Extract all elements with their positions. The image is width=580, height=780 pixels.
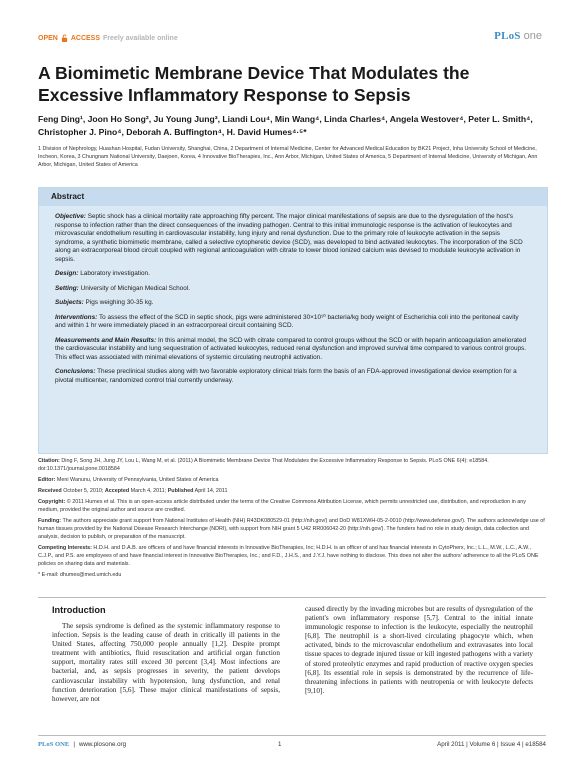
open-access-badge[interactable]	[38, 34, 178, 42]
abstract-heading: Abstract	[51, 192, 85, 201]
one-wordmark: one	[523, 30, 542, 42]
dates: Received October 5, 2010; Accepted March 4, 2011; Published April 14, 2011	[38, 488, 228, 494]
article-title: A Biomimetic Membrane Device That Modulates the Excessive Inflammatory Response to Sepsis	[38, 63, 470, 105]
intro-column-left	[52, 622, 280, 704]
abstract-objective: Objective: Septic shock has a clinical mortality rate approaching fifty percent. The major clinical manifestations of sepsis are due to the dysregulation of the host's response to infection rather than the direct consequences of the invading pathogen. Central to this initial immunologic response is the activation of leukocytes and microvascular endothelium resulting in cardiovascular instability, lung injury and renal dysfunction. Due to the primary role of leukocyte activation in the sepsis syndrome, a synthetic biomimetic membrane, called a selective cytopheretic device (SCD), was developed to bind activated leukocytes. The incorporation of the SCD along an extracorporeal blood circuit coupled with regional anticoagulation with citrate to lower blood ionized calcium was devised to modulate leukocyte activation in sepsis.	[55, 213, 523, 263]
footer-journal	[38, 741, 126, 748]
footer-journal-name: PLoS ONE	[38, 741, 70, 748]
abstract-conclusions: Conclusions: These preclinical studies along with two favorable exploratory clinical trials form the basis of an FDA-approved investigational device exemption for a pivotal multicenter, randomized control trial currently underway.	[55, 368, 517, 384]
competing-interests: Competing Interests: H.D.H. and D.A.B. are officers of and have financial interests in Innovative BioTherapies, Inc; H.D.H. is an officer of and has financial interests in CytoPherx, Inc.; L.L., M.W., L.C., A.W., C.J.P., and P.S. are employees of and have financial interest in Innovative BioTherapies, Inc.; and F.D., J.H.S., and J.Y.J. have nothing to disclose. This does not alter the authors' adherence to all the PLoS ONE policies on sharing data and materials.	[38, 545, 539, 567]
footer-divider	[38, 735, 546, 736]
funding: Funding: The authors appreciate grant support from National Institutes of Health (NIH) R43DK080529-01 (http://nih.gov/) and DoD W81XWH-05-2-0010 (http://www.defense.gov/). The authors acknowledge use of human tissues provided by the National Disease Research Interchange (NDRI), with support from NIH grant 5 U42 RR006042-20 (http://nih.gov/). The funders had no role in study design, data collection and analysis, decision to publish, or preparation of the manuscript.	[38, 518, 545, 540]
open-label: OPEN	[38, 34, 58, 42]
issue-info: April 2011 | Volume 6 | Issue 4 | e18584	[437, 741, 546, 748]
abstract-box	[38, 187, 548, 454]
abstract-body	[55, 213, 531, 391]
abstract-measurements: Measurements and Main Results: In this animal model, the SCD with citrate compared to control groups without the SCD or with heparin anticoagulation ameliorated the cardiovascular instability and lung sequestration of activated leukocytes, reduced renal dysfunction and improved survival time compared to various control groups. This effect was associated with minimal elevations of systemic circulating neutrophil activation.	[55, 336, 527, 361]
editor: Editor: Meni Wanunu, University of Pennsylvania, United States of America	[38, 477, 219, 483]
journal-header	[38, 30, 542, 50]
intro-paragraph-right: caused directly by the invading microbes but are results of dysregulation of the patient's own inflammatory response [5,7]. Central to the initial innate immunologic response to infection is the leukocyte, especially the neutrophil [6,8]. The neutrophil is a short-lived circulating phagocyte which, when activated, binds to the microvascular endothelium and extravasates into local tissue spaces to degrade injured tissue or kill ingested pathogens with a variety of stored proteolytic enzymes and rapid production of reactive oxygen species [6,8]. Its essential role in sepsis is demonstrated by the recurrence of life-threatening infections in patients with neutropenia or with leukocyte defects [9,10].	[305, 605, 533, 695]
abstract-header-bar	[39, 188, 547, 206]
abstract-design: Design: Laboratory investigation.	[55, 270, 150, 277]
copyright: Copyright: © 2011 Humes et al. This is an open-access article distributed under the terms of the Creative Commons Attribution License, which permits unrestricted use, distribution, and reproduction in any medium, provided the original author and source are credited.	[38, 499, 526, 513]
freely-available-label: Freely available online	[103, 34, 178, 42]
affiliations: 1 Division of Nephrology, Huashan Hospital, Fudan University, Shanghai, China, 2 Department of Internal Medicine, Center for Advanced Medical Education by BK21 Project, Inha University School of Medicine, Incheon, Korea, 3 Chungnam National University, Daejoen, Korea, 4 Innovative BioTherapies, Inc., Ann Arbor, Michigan, United States of America, 5 Department of Internal Medicine, University of Michigan, Ann Arbor, Michigan, United States of America	[38, 146, 538, 169]
footer-url[interactable]: www.plosone.org	[78, 741, 127, 748]
page-number: 1	[278, 741, 282, 748]
abstract-setting: Setting: University of Michigan Medical School.	[55, 284, 190, 292]
open-lock-icon	[61, 34, 68, 42]
corresponding-email[interactable]: * E-mail: dhumes@med.umich.edu	[38, 572, 122, 578]
footer-separator: |	[73, 741, 75, 748]
author-list: Feng Ding¹, Joon Ho Song², Ju Young Jung³, Liandi Lou⁴, Min Wang⁴, Linda Charles⁴, Angela Westover⁴, Peter L. Smith⁴, Christopher J. Pino⁴, Deborah A. Buffington⁴, H. David Humes⁴·⁵*	[38, 114, 533, 137]
access-label: ACCESS	[70, 34, 101, 42]
introduction-heading: Introduction	[52, 605, 106, 615]
citation: Citation: Ding F, Song JH, Jung JY, Lou L, Wang M, et al. (2011) A Biomimetic Membrane Device That Modulates the Excessive Inflammatory Response to Sepsis. PLoS ONE 6(4): e18584. doi:10.1371/journal.pone.0018584	[38, 458, 489, 472]
intro-paragraph-left: The sepsis syndrome is defined as the systemic inflammatory response to infection. Sepsis is the leading cause of death in critically ill patients in the United States, affecting 750,000 people annually [1,2]. Despite prompt treatment with antibiotics, fluid resuscitation and artificial organ function support, mortality rates still exceed 30 percent [3,4]. Most infections are bacterial, and, as sepsis progresses in severity, the patient develops cardiovascular instability with hypotension, lung dysfunction, and renal function deterioration [5,6]. These major clinical manifestations of sepsis, however, are not	[52, 622, 280, 703]
abstract-interventions: Interventions: To assess the effect of the SCD in septic shock, pigs were administered 30×10¹⁰ bacteria/kg body weight of Escherichia coli into the peritoneal cavity and within 1 hr were immediately placed in an extracorporeal circuit containing SCD.	[55, 313, 519, 329]
plos-one-logo[interactable]	[494, 30, 542, 42]
section-divider	[38, 597, 546, 598]
abstract-subjects: Subjects: Pigs weighing 30-35 kg.	[55, 299, 154, 306]
intro-column-right	[305, 605, 533, 696]
article-metadata	[38, 457, 546, 582]
plos-wordmark: PLoS	[494, 30, 521, 42]
